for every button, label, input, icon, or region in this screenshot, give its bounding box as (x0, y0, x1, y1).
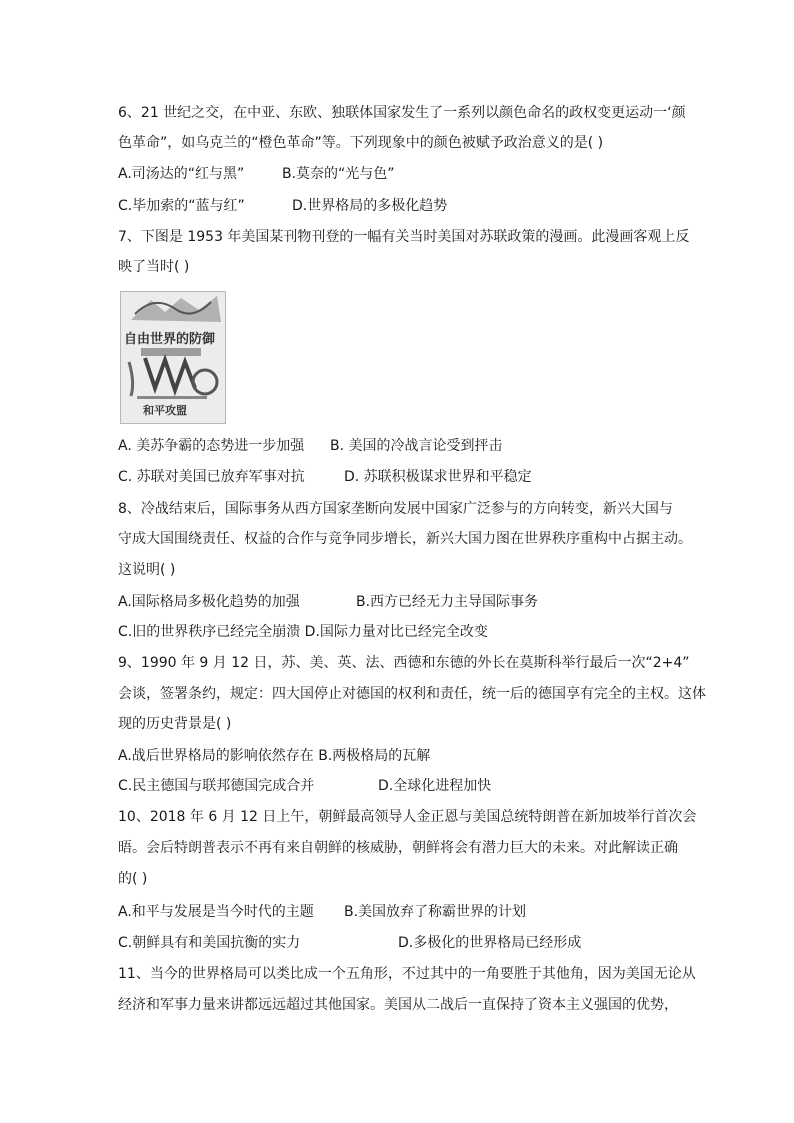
q9-option-c: C.民主德国与联邦德国完成合并 (118, 778, 315, 794)
q7-option-b: B. 美国的冷战言论受到抨击 (330, 438, 503, 454)
q6-line-2: 色革命”，如乌克兰的“橙色革命”等。下列现象中的颜色被赋予政治意义的是( ) (118, 135, 604, 151)
q10-line-3: 的( ) (118, 871, 148, 887)
q9-line-1: 9、1990 年 9 月 12 日，苏、美、英、法、西德和东德的外长在莫斯科举行最后一次“2+4” (118, 655, 690, 671)
q6-option-b: B.莫奈的“光与色” (282, 166, 395, 182)
cartoon-caption-bottom: 和平攻盟 (143, 404, 187, 417)
q6-option-a: A.司汤达的“红与黑” (118, 166, 245, 182)
cartoon-image (120, 291, 226, 424)
q10-option-a: A.和平与发展是当今时代的主题 (118, 904, 314, 920)
q8-option-b: B.西方已经无力主导国际事务 (356, 594, 539, 610)
q8-line-1: 8、冷战结束后，国际事务从西方国家垄断向发展中国家广泛参与的方向转变，新兴大国与 (118, 501, 673, 517)
q11-line-1: 11、当今的世界格局可以类比成一个五角形，不过其中的一角要胜于其他角，因为美国无论从 (118, 966, 696, 982)
q10-line-1: 10、2018 年 6 月 12 日上午，朝鲜最高领导人金正恩与美国总统特朗普在新加坡举行首次会 (118, 809, 697, 825)
q7-option-c: C. 苏联对美国已放弃军事对抗 (118, 469, 305, 485)
q8-line-2: 守成大国围绕责任、权益的合作与竞争同步增长，新兴大国力图在世界秩序重构中占据主动。 (118, 531, 692, 547)
q6-option-c: C.毕加索的“蓝与红” (118, 198, 245, 214)
q10-option-c: C.朝鲜具有和美国抗衡的实力 (118, 935, 301, 951)
q7-option-d: D. 苏联积极谋求世界和平稳定 (344, 469, 532, 485)
q8-line-3: 这说明( ) (118, 562, 176, 578)
q6-line-1: 6、21 世纪之交，在中亚、东欧、独联体国家发生了一系列以颜色命名的政权变更运动一‘颜 (118, 105, 686, 121)
q8-option-cd: C.旧的世界秩序已经完全崩溃 D.国际力量对比已经完全改变 (118, 624, 488, 640)
q7-line-2: 映了当时( ) (118, 259, 190, 275)
q10-line-2: 晤。会后特朗普表示不再有来自朝鲜的核威胁，朝鲜将会有潜力巨大的未来。对此解读正确 (118, 840, 678, 856)
q9-line-2: 会谈，签署条约，规定：四大国停止对德国的权利和责任，统一后的德国享有完全的主权。这体 (118, 686, 706, 702)
q11-line-2: 经济和军事力量来讲都远远超过其他国家。美国从二战后一直保持了资本主义强国的优势， (118, 997, 678, 1013)
q9-line-3: 现的历史背景是( ) (118, 716, 232, 732)
q10-option-b: B.美国放弃了称霸世界的计划 (344, 904, 527, 920)
q9-option-d: D.全球化进程加快 (378, 778, 492, 794)
q7-line-1: 7、下图是 1953 年美国某刊物刊登的一幅有关当时美国对苏联政策的漫画。此漫画客观上反 (118, 229, 690, 245)
q6-option-d: D.世界格局的多极化趋势 (292, 198, 448, 214)
q7-option-a: A. 美苏争霸的态势进一步加强 (118, 438, 305, 454)
q8-option-a: A.国际格局多极化趋势的加强 (118, 594, 300, 610)
q9-option-ab: A.战后世界格局的影响依然存在 B.两极格局的瓦解 (118, 748, 431, 764)
q10-option-d: D.多极化的世界格局已经形成 (398, 935, 582, 951)
cartoon-caption-top: 自由世界的防御 (124, 332, 216, 347)
